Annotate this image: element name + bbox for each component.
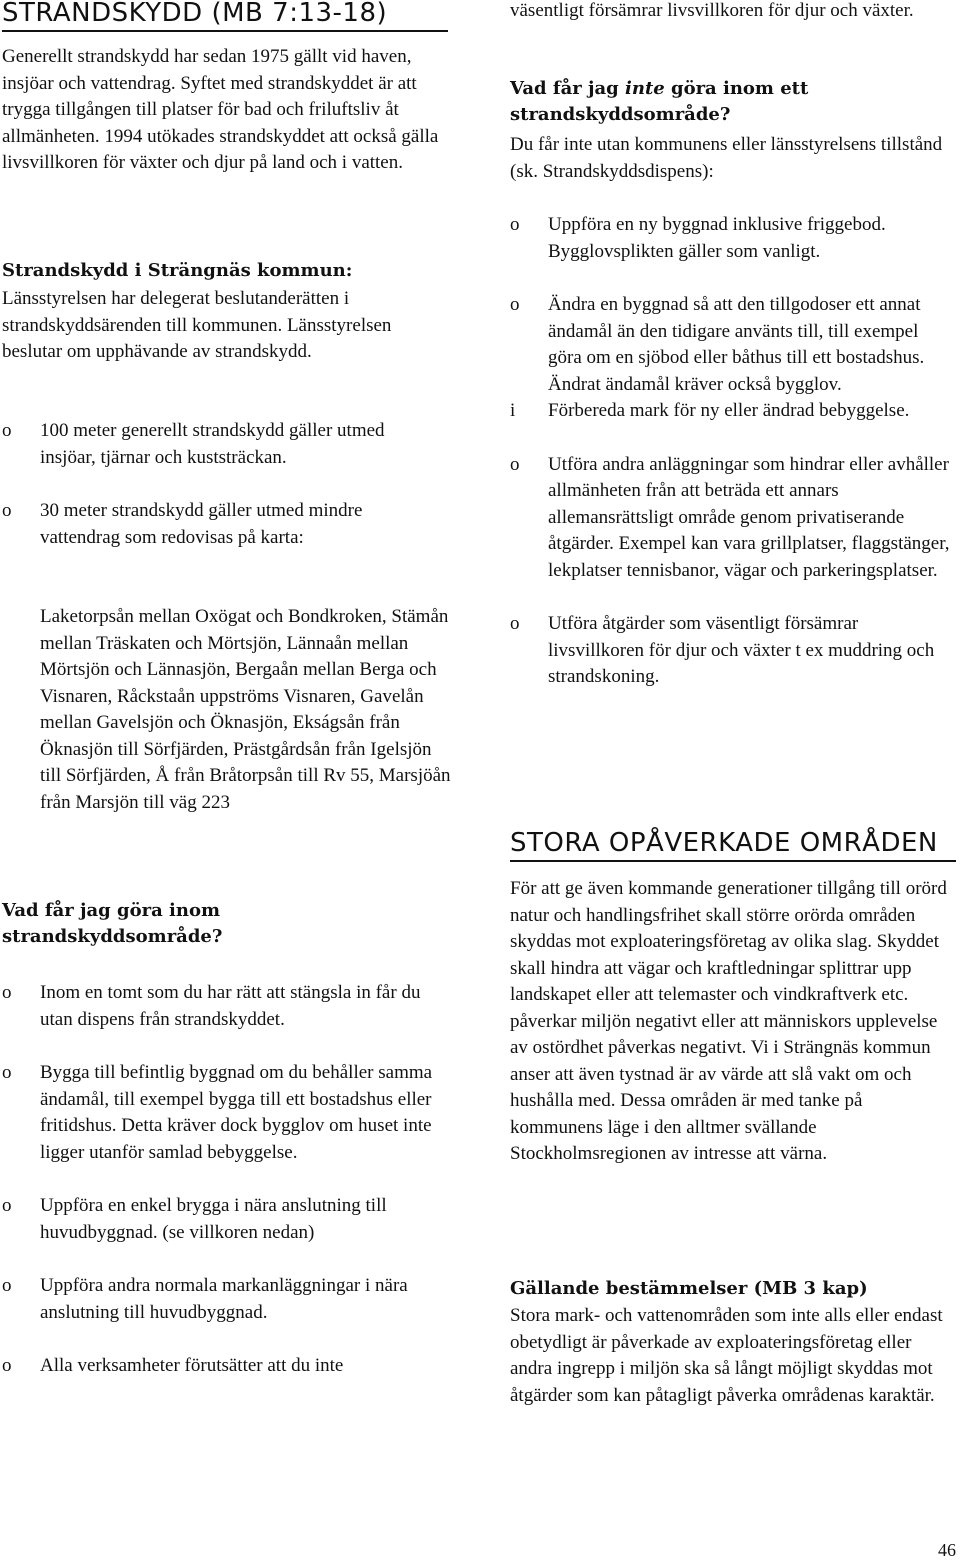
bullet-icon: o — [2, 1062, 12, 1083]
not-allowed-intro: Du får inte utan kommunens eller länsstyrelsens tillstånd (sk. Strandskyddsdispens): — [510, 134, 943, 182]
bullet-icon: o — [510, 214, 520, 235]
list-item — [2, 1060, 447, 1166]
bullet-icon: o — [510, 453, 520, 475]
bullet-icon: o — [2, 1275, 12, 1296]
list-item — [510, 398, 950, 425]
strandskydd-list — [2, 418, 442, 551]
list-item-text: Uppföra andra normala markanläggningar i nära anslutning till huvudbyggnad. — [40, 1275, 408, 1323]
allowed-list — [2, 980, 447, 1380]
list-item — [2, 418, 442, 471]
list-item — [510, 212, 950, 265]
list-item — [2, 1193, 447, 1246]
list-item-text: Inom en tomt som du har rätt att stängsla in får du utan dispens från strandskyddet. — [40, 982, 421, 1030]
strangnas-paragraph: Länsstyrelsen har delegerat beslutanderätten i strandskyddsärenden till kommunen. Länsstyrelsen beslutar om upphävande av strandskydd. — [2, 288, 392, 362]
list-item-text: Utföra åtgärder som väsentligt försämrar livsvillkoren för djur och växter t ex muddring och strandskoning. — [548, 613, 935, 687]
rivers-paragraph: Laketorpsån mellan Oxögat och Bondkroken, Stämån mellan Träskaten och Mörtsjön, Lännaån mellan Mörtsjön och Lännasjön, Bergaån mellan Berga och Visnaren, Råckstaån uppströms Visnaren, Gavelån mellan Gavelsjön och Öknasjön, Ekságsån från Öknasjön till Sörfjärden, Prästgårdsån från Igelsjön till Sörfjärden, Å från Bråtorpsån till Rv 55, Marsjöån från Marsjön till väg 223 — [40, 606, 451, 813]
bullet-icon: o — [2, 500, 12, 521]
list-item — [510, 452, 950, 585]
list-item — [2, 498, 442, 551]
intro-paragraph: Generellt strandskydd har sedan 1975 gällt vid haven, insjöar och vattendrag. Syftet med strandskyddet är att trygga tillgången till platser för bad och friluftsliv åt allmänheten. 1994 utökades strandskyddet att också gälla livsvillkoren för växter och djur på land och i vatten. — [2, 46, 439, 173]
subheading-bestammelser: Gällande bestämmelser (MB 3 kap) — [510, 1278, 868, 1299]
bullet-icon: o — [510, 613, 520, 634]
list-item-text: Uppföra en ny byggnad inklusive friggebod. Bygglovsplikten gäller som vanligt. — [548, 214, 886, 262]
subheading-not-allowed — [510, 76, 930, 128]
list-item-text: 30 meter strandskydd gäller utmed mindre vattendrag som redovisas på karta: — [40, 500, 363, 548]
bullet-icon: o — [2, 1195, 12, 1216]
list-item — [510, 292, 950, 398]
page-number: 46 — [938, 1540, 956, 1560]
subheading-part: göra inom ett strandskyddsområde? — [510, 78, 809, 125]
list-item — [510, 611, 950, 691]
list-item — [2, 1353, 447, 1380]
list-item — [2, 980, 447, 1033]
bullet-icon: o — [510, 294, 520, 315]
bullet-icon: i — [510, 400, 516, 421]
bullet-icon: o — [2, 1355, 12, 1376]
bullet-icon: o — [2, 420, 12, 441]
list-item-text: 100 meter generellt strandskydd gäller utmed insjöar, tjärnar och kuststräckan. — [40, 420, 385, 468]
subheading-strangnas: Strandskydd i Strängnäs kommun: — [2, 260, 353, 281]
list-item — [2, 1273, 447, 1326]
section-title-strandskydd: STRANDSKYDD (MB 7:13-18) — [2, 0, 448, 32]
section-title-stora: STORA OPÅVERKADE OMRÅDEN — [510, 828, 956, 862]
not-allowed-list — [510, 212, 950, 691]
list-item-text: Bygga till befintlig byggnad om du behåller samma ändamål, till exempel bygga till ett bostadshus eller fritidshus. Detta kräver dock bygglov om huset inte ligger utanför samlad bebyggelse. — [40, 1062, 433, 1163]
bullet-icon: o — [2, 982, 12, 1003]
list-item-text: Uppföra en enkel brygga i nära anslutning till huvudbyggnad. (se villkoren nedan) — [40, 1195, 387, 1243]
bestammelser-paragraph: Stora mark- och vattenområden som inte alls eller endast obetydligt är påverkade av exploateringsföretag eller andra ingrepp i miljön ska så långt möjligt skyddas mot åtgärder som kan påtagligt påverka områdenas karaktär. — [510, 1305, 943, 1406]
list-item-text: Ändra en byggnad så att den tillgodoser ett annat ändamål än den tidigare använts till, till exempel göra om en sjöbod eller båthus till ett bostadshus. Ändrat ändamål kräver också bygglov. — [548, 294, 925, 395]
subheading-allowed: Vad får jag göra inom strandskyddsområde? — [2, 900, 223, 947]
list-item-text: Förbereda mark för ny eller ändrad bebyggelse. — [548, 400, 910, 421]
continued-paragraph: väsentligt försämrar livsvillkoren för djur och växter. — [510, 0, 914, 21]
list-item-text: Alla verksamheter förutsätter att du inte — [40, 1355, 344, 1376]
stora-paragraph: För att ge även kommande generationer tillgång till orörd natur och handlingsfrihet skall större orörda områden skyddas mot exploateringsföretag av olika slag. Skyddet skall hindra att vägar och kraftledningar splittrar upp landskapet eller att telemaster och vindkraftverk etc. påverkar miljön negativt eller att människors upplevelse av ostördhet påverkas negativt. Vi i Strängnäs kommun anser att även tystnad är av värde att slå vakt om och hushålla med. Dessa områden är med tanke på kommunens läge i den alltmer svällande Stockholmsregionen av intresse att värna. — [510, 878, 947, 1164]
subheading-part: Vad får jag — [510, 78, 626, 99]
list-item-text: Utföra andra anläggningar som hindrar eller avhåller allmänheten från att beträda ett annars allemansrättsligt område genom privatiserande åtgärder. Exempel kan vara grillplatser, flaggstänger, lekplatser tennisbanor, vägar och parkeringsplatser. — [548, 453, 950, 581]
subheading-emphasis: inte — [625, 78, 665, 99]
